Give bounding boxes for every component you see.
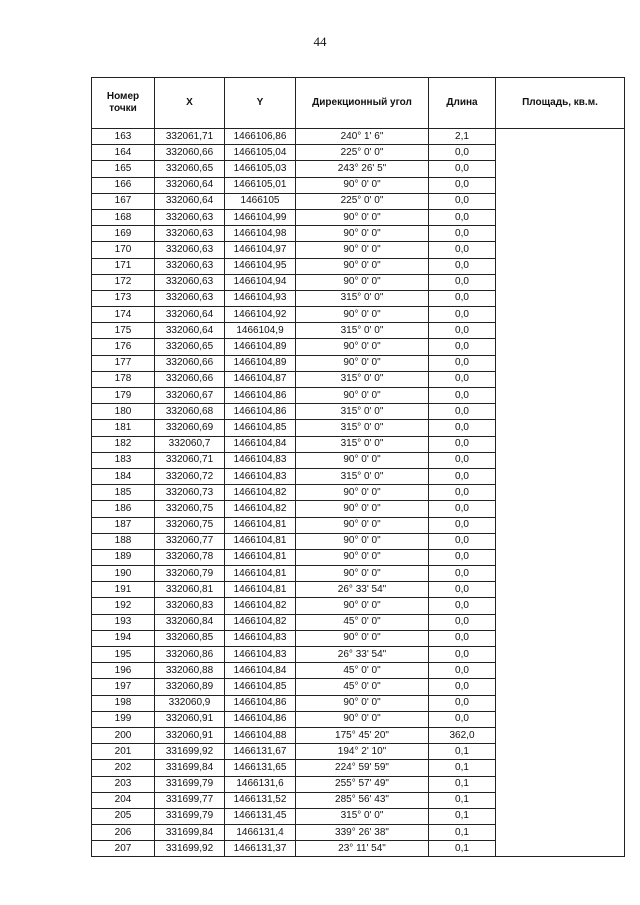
cell-length: 0,0 [429, 388, 496, 404]
cell-x: 332060,71 [155, 452, 225, 468]
cell-direction-angle: 45° 0' 0" [296, 663, 429, 679]
cell-point-number: 189 [92, 549, 155, 565]
cell-direction-angle: 285° 56' 43" [296, 792, 429, 808]
cell-y: 1466104,84 [225, 663, 296, 679]
cell-y: 1466104,86 [225, 711, 296, 727]
cell-y: 1466104,93 [225, 290, 296, 306]
cell-length: 0,0 [429, 517, 496, 533]
cell-y: 1466105,03 [225, 161, 296, 177]
cell-direction-angle: 90° 0' 0" [296, 630, 429, 646]
cell-length: 0,0 [429, 323, 496, 339]
cell-point-number: 168 [92, 209, 155, 225]
cell-direction-angle: 315° 0' 0" [296, 420, 429, 436]
cell-area [496, 129, 625, 857]
cell-x: 332060,73 [155, 485, 225, 501]
cell-x: 332060,64 [155, 307, 225, 323]
cell-direction-angle: 90° 0' 0" [296, 517, 429, 533]
cell-length: 0,0 [429, 598, 496, 614]
cell-length: 2,1 [429, 129, 496, 145]
cell-point-number: 185 [92, 485, 155, 501]
cell-length: 0,0 [429, 468, 496, 484]
header-point-number: Номер точки [92, 78, 155, 129]
cell-direction-angle: 90° 0' 0" [296, 258, 429, 274]
cell-y: 1466104,82 [225, 501, 296, 517]
cell-length: 0,1 [429, 841, 496, 857]
cell-point-number: 197 [92, 679, 155, 695]
cell-direction-angle: 339° 26' 38" [296, 825, 429, 841]
cell-y: 1466104,87 [225, 371, 296, 387]
cell-y: 1466104,82 [225, 598, 296, 614]
cell-y: 1466105,04 [225, 145, 296, 161]
cell-x: 331699,84 [155, 760, 225, 776]
cell-x: 331699,79 [155, 776, 225, 792]
cell-point-number: 165 [92, 161, 155, 177]
cell-point-number: 177 [92, 355, 155, 371]
cell-point-number: 188 [92, 533, 155, 549]
cell-length: 0,0 [429, 630, 496, 646]
cell-direction-angle: 315° 0' 0" [296, 436, 429, 452]
cell-x: 332060,65 [155, 161, 225, 177]
cell-direction-angle: 26° 33' 54" [296, 582, 429, 598]
cell-direction-angle: 90° 0' 0" [296, 598, 429, 614]
cell-y: 1466105,01 [225, 177, 296, 193]
cell-x: 332060,88 [155, 663, 225, 679]
cell-direction-angle: 90° 0' 0" [296, 566, 429, 582]
cell-length: 0,1 [429, 776, 496, 792]
cell-point-number: 193 [92, 614, 155, 630]
cell-direction-angle: 315° 0' 0" [296, 468, 429, 484]
cell-point-number: 181 [92, 420, 155, 436]
cell-direction-angle: 90° 0' 0" [296, 274, 429, 290]
cell-point-number: 179 [92, 388, 155, 404]
cell-x: 332060,91 [155, 727, 225, 743]
cell-x: 332060,63 [155, 226, 225, 242]
cell-y: 1466104,81 [225, 517, 296, 533]
cell-x: 332060,84 [155, 614, 225, 630]
cell-direction-angle: 243° 26' 5" [296, 161, 429, 177]
cell-y: 1466104,81 [225, 533, 296, 549]
cell-length: 0,0 [429, 647, 496, 663]
cell-y: 1466104,83 [225, 630, 296, 646]
cell-y: 1466104,81 [225, 549, 296, 565]
cell-point-number: 201 [92, 744, 155, 760]
cell-direction-angle: 225° 0' 0" [296, 145, 429, 161]
cell-y: 1466104,85 [225, 679, 296, 695]
cell-length: 0,1 [429, 808, 496, 824]
cell-point-number: 171 [92, 258, 155, 274]
cell-length: 0,0 [429, 663, 496, 679]
cell-point-number: 199 [92, 711, 155, 727]
cell-point-number: 174 [92, 307, 155, 323]
cell-direction-angle: 255° 57' 49" [296, 776, 429, 792]
cell-length: 0,0 [429, 485, 496, 501]
cell-direction-angle: 315° 0' 0" [296, 323, 429, 339]
cell-length: 0,1 [429, 760, 496, 776]
cell-direction-angle: 90° 0' 0" [296, 209, 429, 225]
cell-length: 362,0 [429, 727, 496, 743]
cell-y: 1466104,83 [225, 468, 296, 484]
cell-x: 332060,91 [155, 711, 225, 727]
cell-y: 1466131,67 [225, 744, 296, 760]
cell-point-number: 203 [92, 776, 155, 792]
cell-point-number: 169 [92, 226, 155, 242]
cell-x: 332060,64 [155, 177, 225, 193]
cell-length: 0,0 [429, 274, 496, 290]
cell-direction-angle: 315° 0' 0" [296, 808, 429, 824]
cell-y: 1466106,86 [225, 129, 296, 145]
cell-point-number: 167 [92, 193, 155, 209]
cell-point-number: 198 [92, 695, 155, 711]
cell-point-number: 166 [92, 177, 155, 193]
cell-point-number: 191 [92, 582, 155, 598]
cell-x: 332061,71 [155, 129, 225, 145]
cell-direction-angle: 90° 0' 0" [296, 355, 429, 371]
cell-direction-angle: 90° 0' 0" [296, 533, 429, 549]
cell-x: 332060,65 [155, 339, 225, 355]
cell-y: 1466104,89 [225, 339, 296, 355]
cell-length: 0,0 [429, 258, 496, 274]
cell-y: 1466104,83 [225, 647, 296, 663]
cell-x: 332060,64 [155, 323, 225, 339]
cell-y: 1466131,6 [225, 776, 296, 792]
cell-x: 332060,86 [155, 647, 225, 663]
cell-x: 332060,66 [155, 355, 225, 371]
cell-length: 0,0 [429, 290, 496, 306]
cell-length: 0,0 [429, 582, 496, 598]
cell-length: 0,1 [429, 825, 496, 841]
cell-point-number: 202 [92, 760, 155, 776]
cell-direction-angle: 225° 0' 0" [296, 193, 429, 209]
cell-direction-angle: 315° 0' 0" [296, 290, 429, 306]
cell-y: 1466131,4 [225, 825, 296, 841]
cell-x: 332060,85 [155, 630, 225, 646]
cell-direction-angle: 90° 0' 0" [296, 307, 429, 323]
cell-length: 0,0 [429, 404, 496, 420]
cell-point-number: 195 [92, 647, 155, 663]
header-direction-angle: Дирекционный угол [296, 78, 429, 129]
cell-y: 1466104,82 [225, 485, 296, 501]
cell-point-number: 183 [92, 452, 155, 468]
cell-y: 1466104,82 [225, 614, 296, 630]
table-body [92, 129, 625, 857]
cell-direction-angle: 45° 0' 0" [296, 679, 429, 695]
cell-y: 1466131,45 [225, 808, 296, 824]
cell-point-number: 178 [92, 371, 155, 387]
cell-x: 332060,79 [155, 566, 225, 582]
cell-y: 1466104,95 [225, 258, 296, 274]
cell-x: 332060,63 [155, 274, 225, 290]
cell-y: 1466104,85 [225, 420, 296, 436]
cell-point-number: 187 [92, 517, 155, 533]
cell-x: 332060,66 [155, 371, 225, 387]
cell-point-number: 194 [92, 630, 155, 646]
cell-y: 1466131,52 [225, 792, 296, 808]
cell-direction-angle: 23° 11' 54" [296, 841, 429, 857]
cell-x: 332060,69 [155, 420, 225, 436]
coordinates-table [91, 77, 625, 857]
cell-direction-angle: 26° 33' 54" [296, 647, 429, 663]
header-area: Площадь, кв.м. [496, 78, 625, 129]
cell-length: 0,0 [429, 145, 496, 161]
cell-point-number: 204 [92, 792, 155, 808]
cell-direction-angle: 90° 0' 0" [296, 452, 429, 468]
cell-direction-angle: 90° 0' 0" [296, 242, 429, 258]
cell-direction-angle: 90° 0' 0" [296, 177, 429, 193]
cell-y: 1466104,81 [225, 566, 296, 582]
cell-x: 331699,92 [155, 744, 225, 760]
cell-direction-angle: 90° 0' 0" [296, 501, 429, 517]
cell-y: 1466104,97 [225, 242, 296, 258]
cell-x: 332060,7 [155, 436, 225, 452]
cell-point-number: 163 [92, 129, 155, 145]
cell-y: 1466104,86 [225, 404, 296, 420]
cell-length: 0,0 [429, 436, 496, 452]
cell-length: 0,0 [429, 711, 496, 727]
cell-x: 332060,75 [155, 501, 225, 517]
cell-point-number: 180 [92, 404, 155, 420]
cell-direction-angle: 90° 0' 0" [296, 485, 429, 501]
cell-length: 0,0 [429, 226, 496, 242]
cell-length: 0,0 [429, 549, 496, 565]
cell-point-number: 205 [92, 808, 155, 824]
cell-direction-angle: 240° 1' 6" [296, 129, 429, 145]
cell-length: 0,0 [429, 695, 496, 711]
cell-y: 1466104,84 [225, 436, 296, 452]
cell-y: 1466131,37 [225, 841, 296, 857]
cell-x: 332060,63 [155, 290, 225, 306]
cell-y: 1466104,92 [225, 307, 296, 323]
cell-length: 0,0 [429, 452, 496, 468]
cell-x: 332060,78 [155, 549, 225, 565]
cell-length: 0,0 [429, 371, 496, 387]
cell-direction-angle: 90° 0' 0" [296, 226, 429, 242]
cell-direction-angle: 315° 0' 0" [296, 404, 429, 420]
header-length: Длина [429, 78, 496, 129]
cell-y: 1466131,65 [225, 760, 296, 776]
cell-length: 0,0 [429, 209, 496, 225]
cell-point-number: 173 [92, 290, 155, 306]
cell-direction-angle: 90° 0' 0" [296, 711, 429, 727]
cell-length: 0,1 [429, 744, 496, 760]
cell-x: 332060,63 [155, 258, 225, 274]
cell-point-number: 186 [92, 501, 155, 517]
cell-x: 332060,75 [155, 517, 225, 533]
cell-x: 331699,79 [155, 808, 225, 824]
cell-point-number: 207 [92, 841, 155, 857]
cell-x: 332060,66 [155, 145, 225, 161]
table-row [92, 129, 625, 145]
cell-point-number: 164 [92, 145, 155, 161]
cell-length: 0,0 [429, 339, 496, 355]
page-number: 44 [313, 34, 327, 49]
cell-y: 1466104,9 [225, 323, 296, 339]
cell-point-number: 175 [92, 323, 155, 339]
cell-length: 0,0 [429, 242, 496, 258]
cell-x: 332060,9 [155, 695, 225, 711]
cell-length: 0,0 [429, 355, 496, 371]
cell-x: 331699,92 [155, 841, 225, 857]
cell-point-number: 172 [92, 274, 155, 290]
cell-point-number: 190 [92, 566, 155, 582]
cell-direction-angle: 175° 45' 20" [296, 727, 429, 743]
cell-direction-angle: 45° 0' 0" [296, 614, 429, 630]
cell-point-number: 196 [92, 663, 155, 679]
cell-y: 1466104,81 [225, 582, 296, 598]
cell-point-number: 184 [92, 468, 155, 484]
cell-length: 0,0 [429, 614, 496, 630]
table-header-row [92, 78, 625, 129]
cell-length: 0,0 [429, 161, 496, 177]
cell-direction-angle: 315° 0' 0" [296, 371, 429, 387]
cell-y: 1466104,99 [225, 209, 296, 225]
cell-x: 332060,89 [155, 679, 225, 695]
cell-x: 332060,83 [155, 598, 225, 614]
cell-x: 331699,77 [155, 792, 225, 808]
cell-direction-angle: 90° 0' 0" [296, 695, 429, 711]
cell-y: 1466104,88 [225, 727, 296, 743]
cell-direction-angle: 90° 0' 0" [296, 339, 429, 355]
cell-length: 0,0 [429, 177, 496, 193]
cell-x: 332060,64 [155, 193, 225, 209]
cell-x: 331699,84 [155, 825, 225, 841]
cell-y: 1466104,86 [225, 388, 296, 404]
cell-point-number: 192 [92, 598, 155, 614]
cell-y: 1466105 [225, 193, 296, 209]
header-x: X [155, 78, 225, 129]
cell-direction-angle: 90° 0' 0" [296, 549, 429, 565]
cell-length: 0,0 [429, 420, 496, 436]
cell-direction-angle: 194° 2' 10" [296, 744, 429, 760]
cell-point-number: 182 [92, 436, 155, 452]
cell-y: 1466104,89 [225, 355, 296, 371]
cell-length: 0,0 [429, 501, 496, 517]
cell-point-number: 170 [92, 242, 155, 258]
cell-direction-angle: 90° 0' 0" [296, 388, 429, 404]
cell-direction-angle: 224° 59' 59" [296, 760, 429, 776]
cell-x: 332060,63 [155, 209, 225, 225]
cell-length: 0,0 [429, 193, 496, 209]
cell-length: 0,0 [429, 307, 496, 323]
header-y: Y [225, 78, 296, 129]
cell-length: 0,0 [429, 566, 496, 582]
cell-x: 332060,68 [155, 404, 225, 420]
cell-point-number: 206 [92, 825, 155, 841]
cell-point-number: 176 [92, 339, 155, 355]
cell-length: 0,0 [429, 533, 496, 549]
cell-y: 1466104,94 [225, 274, 296, 290]
cell-x: 332060,81 [155, 582, 225, 598]
cell-x: 332060,63 [155, 242, 225, 258]
cell-y: 1466104,83 [225, 452, 296, 468]
cell-x: 332060,67 [155, 388, 225, 404]
cell-length: 0,1 [429, 792, 496, 808]
cell-y: 1466104,86 [225, 695, 296, 711]
cell-point-number: 200 [92, 727, 155, 743]
cell-y: 1466104,98 [225, 226, 296, 242]
cell-x: 332060,77 [155, 533, 225, 549]
cell-length: 0,0 [429, 679, 496, 695]
cell-x: 332060,72 [155, 468, 225, 484]
